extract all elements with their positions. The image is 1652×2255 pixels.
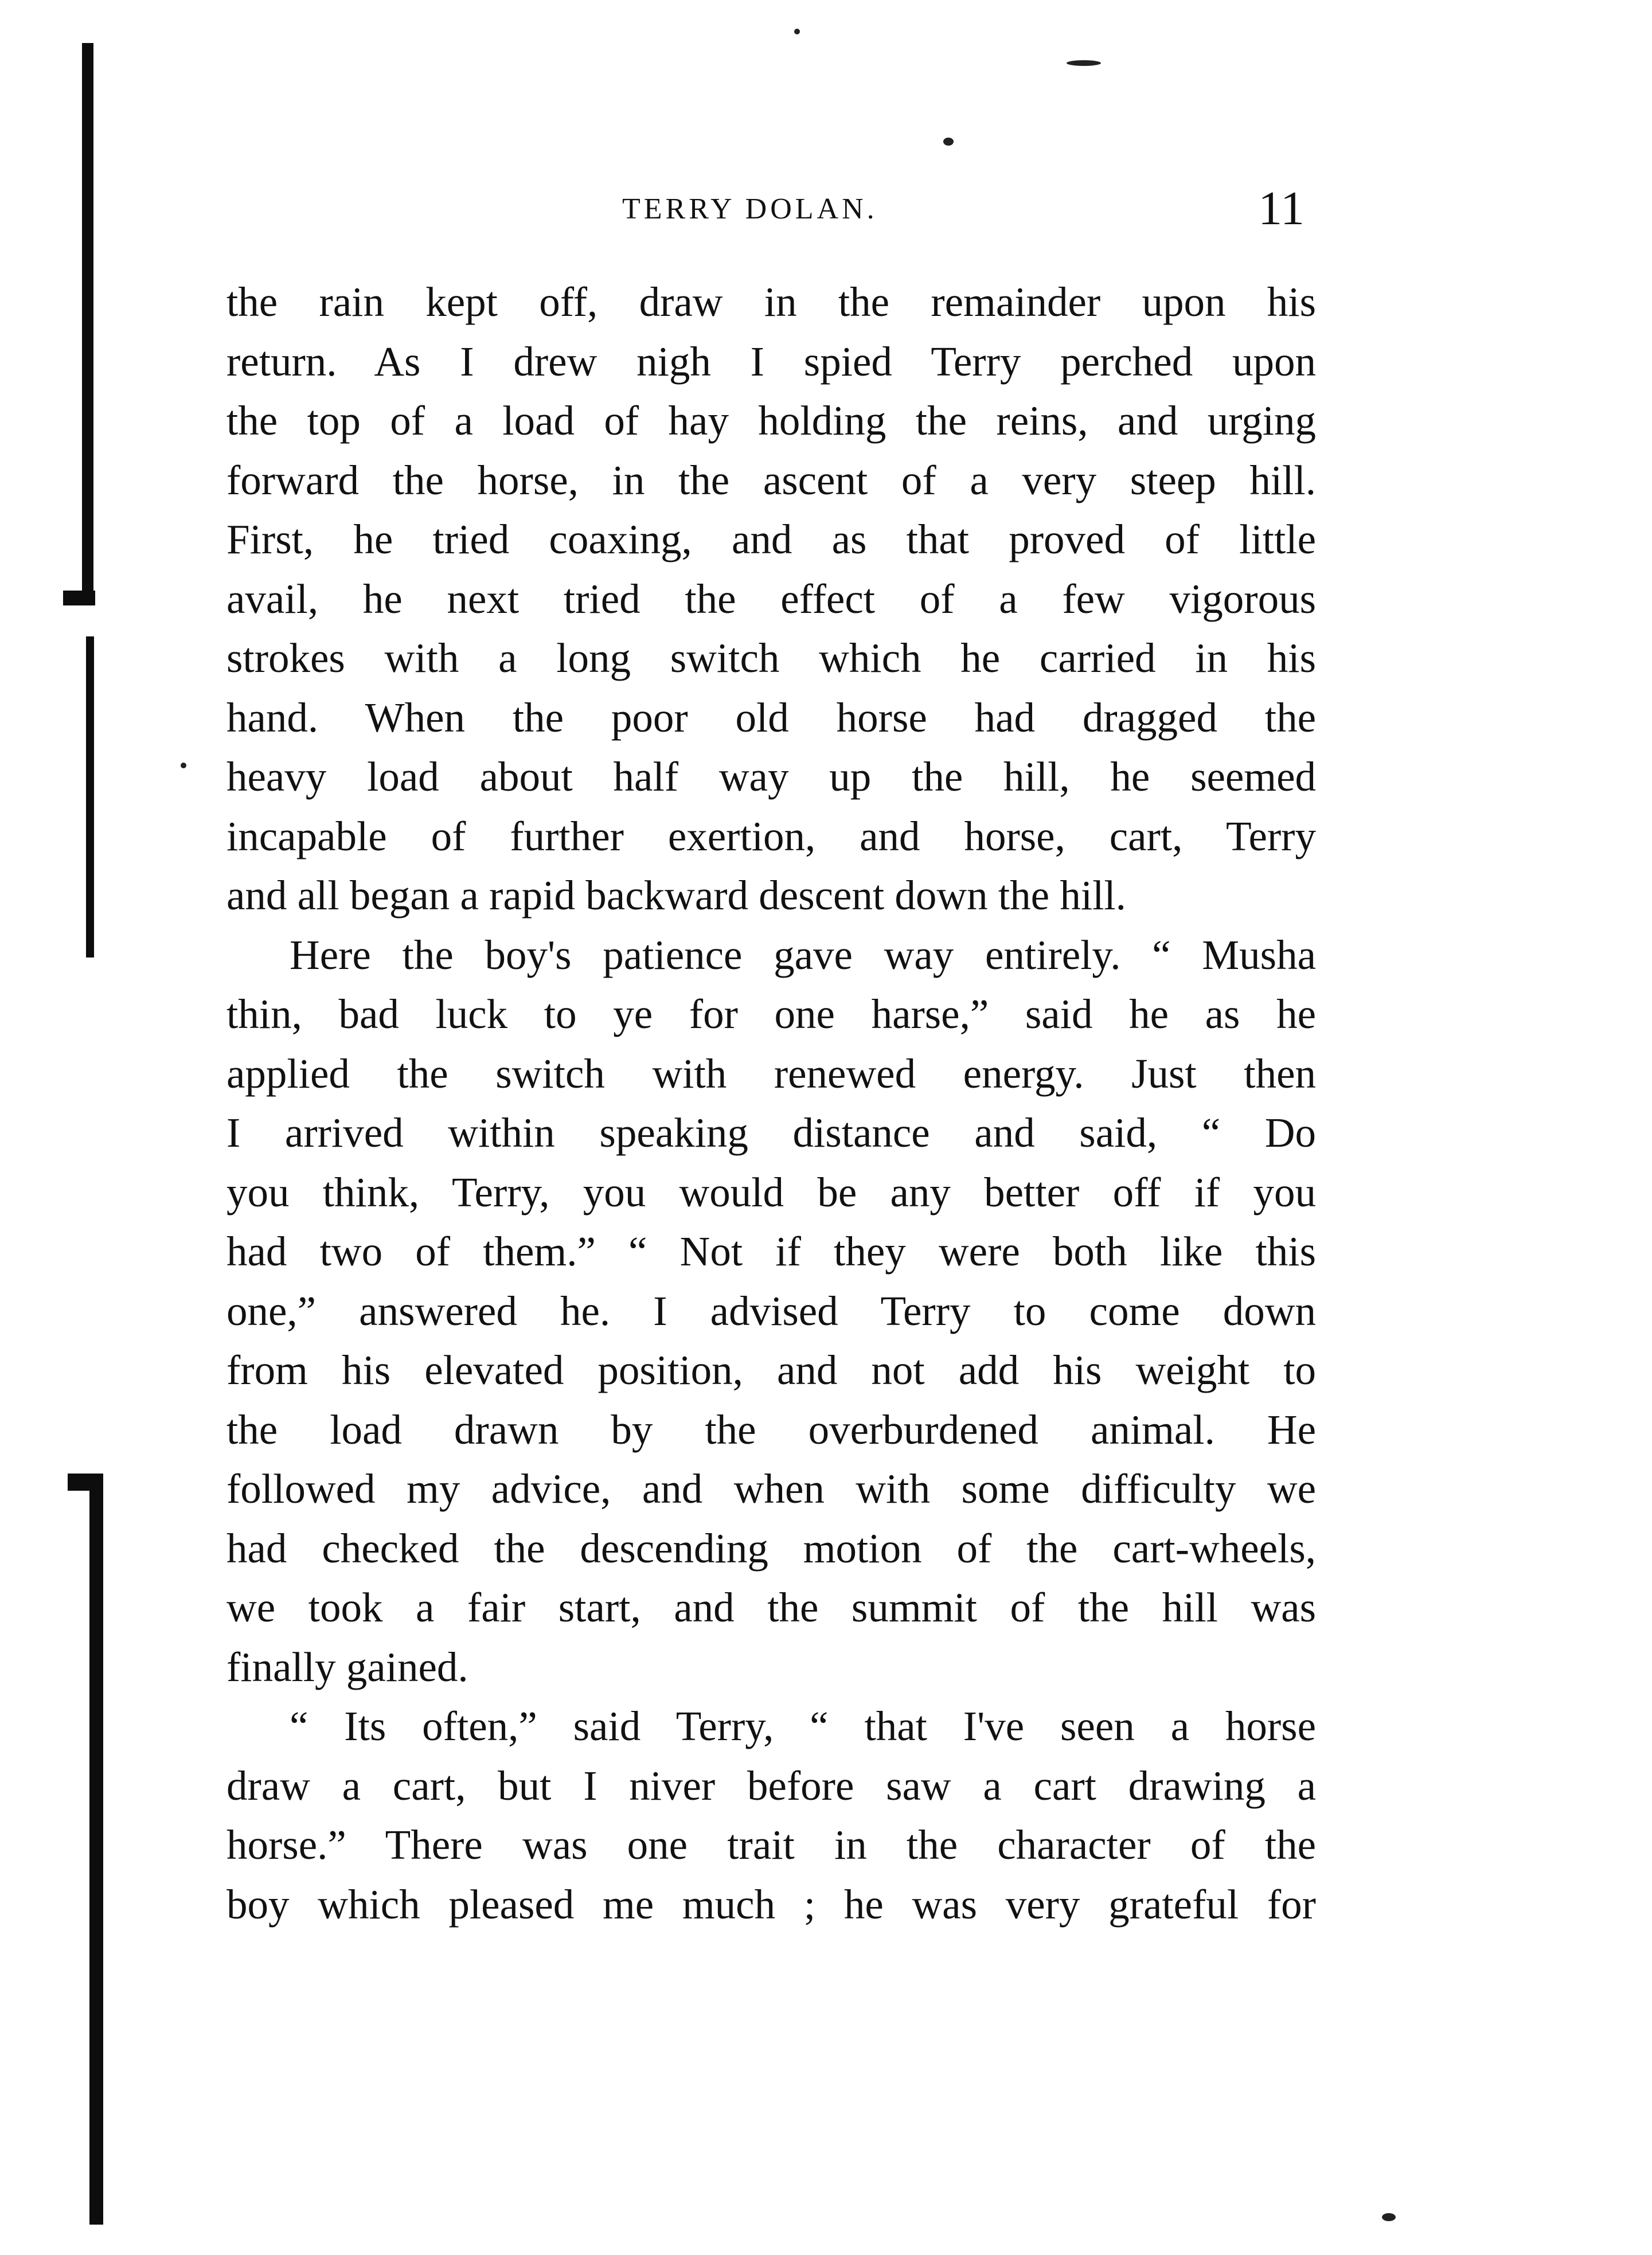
- text-line: forward the horse, in the ascent of a very steep hill.: [226, 456, 1316, 503]
- text-line: thin, bad luck to ye for one harse,” said he as he: [226, 991, 1316, 1037]
- text-line: one,” answered he. I advised Terry to come down: [226, 1287, 1316, 1334]
- text-line: the rain kept off, draw in the remainder upon his: [226, 279, 1316, 325]
- text-line: the load drawn by the overburdened animal. He: [226, 1406, 1316, 1453]
- text-line: followed my advice, and when with some difficulty we: [226, 1465, 1316, 1512]
- text-line: “ Its often,” said Terry, “ that I've seen a horse: [290, 1703, 1316, 1749]
- page-header: [226, 181, 1316, 244]
- text-line: draw a cart, but I niver before saw a cart drawing a: [226, 1762, 1316, 1809]
- text-line: and all began a rapid backward descent down the hill.: [226, 872, 1126, 919]
- text-line: we took a fair start, and the summit of the hill was: [226, 1584, 1316, 1631]
- text-line: heavy load about half way up the hill, he seemed: [226, 753, 1316, 800]
- text-line: applied the switch with renewed energy. Just then: [226, 1050, 1316, 1097]
- text-line: you think, Terry, you would be any better off if you: [226, 1168, 1316, 1216]
- text-line: avail, he next tried the effect of a few vigorous: [226, 575, 1316, 622]
- scan-speck: [181, 763, 186, 768]
- text-line: horse.” There was one trait in the character of the: [226, 1822, 1316, 1868]
- page-number: 11: [1258, 182, 1305, 235]
- running-title: TERRY DOLAN.: [622, 193, 878, 225]
- scan-border-notch: [63, 591, 95, 605]
- body-text: [226, 272, 1316, 1934]
- text-line: the top of a load of hay holding the reins, and urging: [226, 397, 1316, 444]
- scan-border-notch: [68, 1474, 102, 1491]
- scan-speck: [1382, 2213, 1396, 2221]
- text-line: had two of them.” “ Not if they were both like this: [226, 1228, 1316, 1275]
- scan-border-mark: [89, 1474, 103, 2225]
- scan-speck: [943, 138, 954, 146]
- text-line: Here the boy's patience gave way entirely. “ Musha: [290, 931, 1316, 978]
- text-line: return. As I drew nigh I spied Terry perched upon: [226, 338, 1316, 385]
- text-line: incapable of further exertion, and horse, cart, Terry: [226, 812, 1316, 859]
- scan-speck: [794, 29, 800, 34]
- text-line: boy which pleased me much ; he was very grateful for: [226, 1881, 1316, 1928]
- text-line: had checked the descending motion of the cart-wheels,: [226, 1525, 1316, 1572]
- scan-border-mark: [86, 636, 94, 958]
- text-line: I arrived within speaking distance and said, “ Do: [226, 1109, 1316, 1156]
- scan-border-mark: [82, 43, 93, 605]
- text-line: First, he tried coaxing, and as that proved of little: [226, 516, 1316, 562]
- text-line: finally gained.: [226, 1643, 468, 1690]
- text-line: strokes with a long switch which he carried in his: [226, 635, 1316, 681]
- text-line: from his elevated position, and not add his weight to: [226, 1347, 1316, 1393]
- scan-speck: [1067, 60, 1101, 66]
- text-line: hand. When the poor old horse had dragged the: [226, 694, 1316, 741]
